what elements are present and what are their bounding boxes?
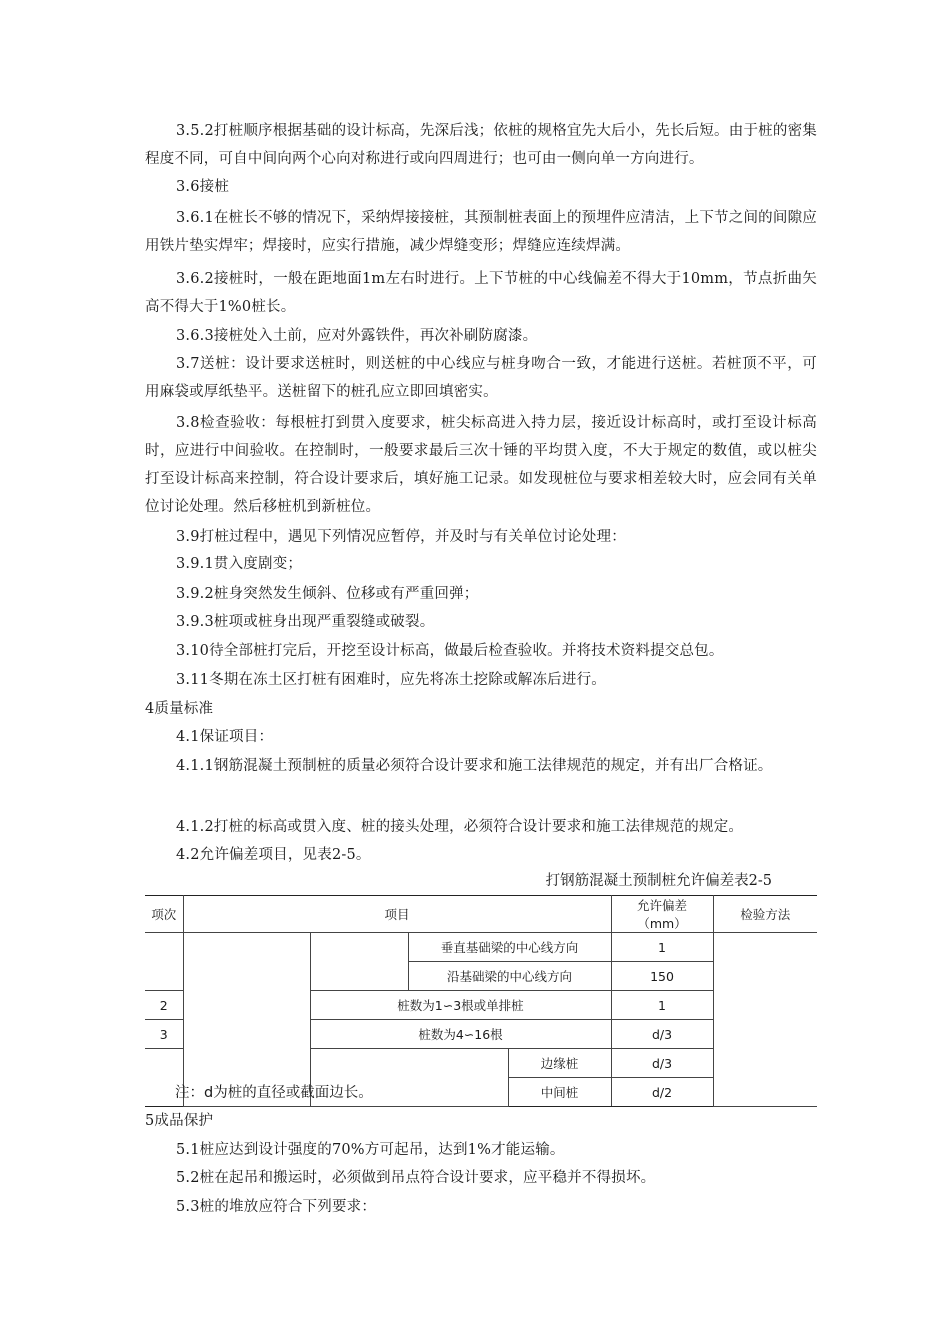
row-value: d/3 — [611, 1049, 713, 1078]
row-item: 沿基础梁的中心线方向 — [408, 962, 611, 991]
row-no: 3 — [145, 1020, 183, 1049]
paragraph-4-2: 4.2允许偏差项目，见表2-5。 — [176, 847, 371, 863]
paragraph-5-2: 5.2桩在起吊和搬运时，必须做到吊点符合设计要求，应平稳并不得损坏。 — [176, 1170, 656, 1186]
row-value: d/2 — [611, 1078, 713, 1107]
row-item: 桩数为1∽3根或单排桩 — [310, 991, 611, 1020]
paragraph-4-1-2: 4.1.2打桩的标高或贯入度、桩的接头处理，必须符合设计要求和施工法律规范的规定。 — [176, 819, 744, 835]
table-caption: 打钢筋混凝土预制桩允许偏差表2-5 — [545, 873, 772, 889]
paragraph-3-5-2: 3.5.2打桩顺序根据基础的设计标高，先深后浅；依桩的规格宜先大后小，先长后短。由于桩的密集程度不同，可自中间向两个心向对称进行或向四周进行；也可由一侧向单一方向进行。 — [145, 123, 817, 167]
table-header-row — [145, 896, 817, 933]
deviation-table — [145, 895, 817, 1107]
paragraph-3-6-2: 3.6.2接桩时，一般在距地面1m左右时进行。上下节桩的中心线偏差不得大于10mm，节点折曲矢高不得大于1%0桩长。 — [145, 271, 817, 315]
paragraph-3-9-2: 3.9.2桩身突然发生倾斜、位移或有严重回弹； — [176, 586, 479, 602]
header-tolerance: 允许偏差（mm） — [611, 896, 713, 933]
paragraph-4-1-1: 4.1.1钢筋混凝土预制桩的质量必须符合设计要求和施工法律规范的规定，并有出厂合格证。 — [176, 758, 773, 774]
paragraph-3-6-1: 3.6.1在桩长不够的情况下，采纳焊接接桩，其预制桩表面上的预埋件应清洁，上下节之间的间隙应用铁片垫实焊牢；焊接时，应实行措施，减少焊缝变形；焊缝应连续焊满。 — [145, 210, 817, 254]
paragraph-3-9-3: 3.9.3桩项或桩身出现严重裂缝或破裂。 — [176, 614, 435, 630]
paragraph-3-7: 3.7送桩：设计要求送桩时，则送桩的中心线应与桩身吻合一致，才能进行送桩。若桩顶不平，可用麻袋或厚纸垫平。送桩留下的桩孔应立即回填密实。 — [145, 356, 817, 400]
row-item: 边缘桩 — [508, 1049, 611, 1078]
method-cell — [713, 933, 817, 1107]
row-item: 中间桩 — [508, 1078, 611, 1107]
paragraph-5-3: 5.3桩的堆放应符合下列要求： — [176, 1199, 377, 1215]
header-item: 项目 — [183, 896, 611, 933]
heading-4: 4质量标准 — [145, 701, 214, 717]
row-value: d/3 — [611, 1020, 713, 1049]
row-no: 2 — [145, 991, 183, 1020]
heading-5: 5成品保护 — [145, 1113, 214, 1129]
row-no — [145, 962, 183, 991]
paragraph-3-8: 3.8检查验收：每根桩打到贯入度要求，桩尖标高进入持力层，接近设计标高时，或打至设计标高时，应进行中间验收。在控制时，一般要求最后三次十锤的平均贯入度，不大于规定的数值，或以桩尖打至设计标高来控制，符合设计要求后，填好施工记录。如发现桩位与要求相差较大时，应会同有关单位讨论处理。然后移桩机到新桩位。 — [145, 415, 817, 515]
row-item: 桩数为4∽16根 — [310, 1020, 611, 1049]
paragraph-3-9-1: 3.9.1贯入度剧变； — [176, 556, 303, 572]
row-no — [145, 1049, 183, 1078]
merged-blank-cell — [310, 933, 408, 991]
paragraph-3-9: 3.9打桩过程中，遇见下列情况应暂停，并及时与有关单位讨论处理： — [176, 529, 626, 545]
header-method: 检验方法 — [713, 896, 817, 933]
paragraph-5-1: 5.1桩应达到设计强度的70%方可起吊，达到1%才能运输。 — [176, 1142, 565, 1158]
row-item: 垂直基础梁的中心线方向 — [408, 933, 611, 962]
heading-3-6: 3.6接桩 — [176, 179, 230, 195]
paragraph-3-6-3: 3.6.3接桩处入土前，应对外露铁件，再次补刷防腐漆。 — [176, 328, 538, 344]
paragraph-4-1: 4.1保证项目： — [176, 729, 274, 745]
table-row — [145, 933, 817, 962]
row-value: 1 — [611, 991, 713, 1020]
row-value: 150 — [611, 962, 713, 991]
paragraph-3-11: 3.11冬期在冻土区打桩有困难时，应先将冻土挖除或解冻后进行。 — [176, 672, 606, 688]
paragraph-3-10: 3.10待全部桩打完后，开挖至设计标高，做最后检查验收。并将技术资料提交总包。 — [176, 643, 724, 659]
table-note: 注：d为桩的直径或截面边长。 — [175, 1085, 373, 1101]
row-no — [145, 933, 183, 962]
header-no: 项次 — [145, 896, 183, 933]
row-value: 1 — [611, 933, 713, 962]
